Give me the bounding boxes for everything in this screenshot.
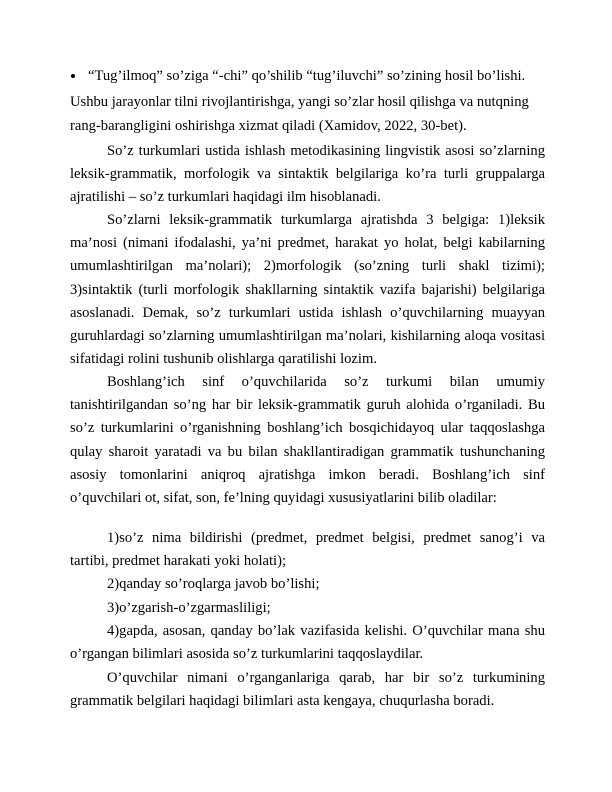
paragraph-2: So’zlarni leksik-grammatik turkumlarga ajratishda 3 belgiga: 1)leksik ma’nosi (nimani ifodalashi, ya’ni predmet, harakat yo holat, belgi kabilarning umumlashtirilgan ma’nolari); 2)morfologik (so’zning turli shakl tizimi); 3)sintaktik (turli morfologik shakllarning sintaktik vazifa bajarishi) belgilariga asoslanadi. Demak, so’z turkumlari ustida ishlash o’quvchilarning muayyan guruhlardagi so’zlarning umumlashtirilgan ma’nolari, kishilarning aloqa vositasi sifatidagi rolini tushunib olishlarga qaratilishi lozim.	[70, 212, 545, 368]
list-item-1: 1)so’z nima bildirishi (predmet, predmet belgisi, predmet sanog’i va tartibi, predmet harakati yoki holati);	[70, 530, 545, 570]
bullet-list-item	[88, 66, 548, 86]
paragraph-1: So’z turkumlari ustida ishlash metodikasining lingvistik asosi so’zlarning leksik-grammatik, morfologik va sintaktik belgilariga ko’ra turli gruppalarga ajratilishi – so’z turkumlari haqidagi ilm hisoblanadi.	[70, 143, 545, 206]
list-item-3: 3)o’zgarish-o’zgarmasliligi;	[107, 600, 271, 616]
list-item-4: 4)gapda, asosan, qanday bo’lak vazifasida kelishi. O’quvchilar mana shu o’rgangan bilimlari asosida so’z turkumlarini taqqoslaydilar.	[70, 623, 545, 663]
list-item-2: 2)qanday so’roqlarga javob bo’lishi;	[107, 576, 320, 592]
intro-line-2: rang-barangligini oshirishga xizmat qiladi (Xamidov, 2022, 30-bet).	[70, 118, 467, 134]
bullet-icon	[71, 74, 75, 78]
bullet-item-text: “Tug’ilmoq” so’ziga “-chi” qo’shilib “tug’iluvchi” so’zining hosil bo’lishi.	[88, 68, 526, 84]
closing-paragraph: O’quvchilar nimani o’rganganlariga qarab, har bir so’z turkumining grammatik belgilari haqidagi bilimlari asta kengaya, chuqurlasha boradi.	[70, 670, 545, 710]
paragraph-3: Boshlang’ich sinf o’quvchilarida so’z turkumi bilan umumiy tanishtirilgandan so’ng har bir leksik-grammatik guruh alohida o’rganiladi. Bu so’z turkumlarini o’rganishning boshlang’ich bosqichidayoq ular taqqoslashga qulay sharoit yaratadi va bu bilan shakllantiradigan grammatik tushunchaning asosiy tomonlarini aniqroq ajratishga imkon beradi. Boshlang’ich sinf o’quvchilari ot, sifat, son, fe’lning quyidagi xususiyatlarini bilib oladilar:	[70, 374, 545, 507]
intro-line-1: Ushbu jarayonlar tilni rivojlantirishga, yangi so’zlar hosil qilishga va nutqning	[70, 94, 529, 110]
